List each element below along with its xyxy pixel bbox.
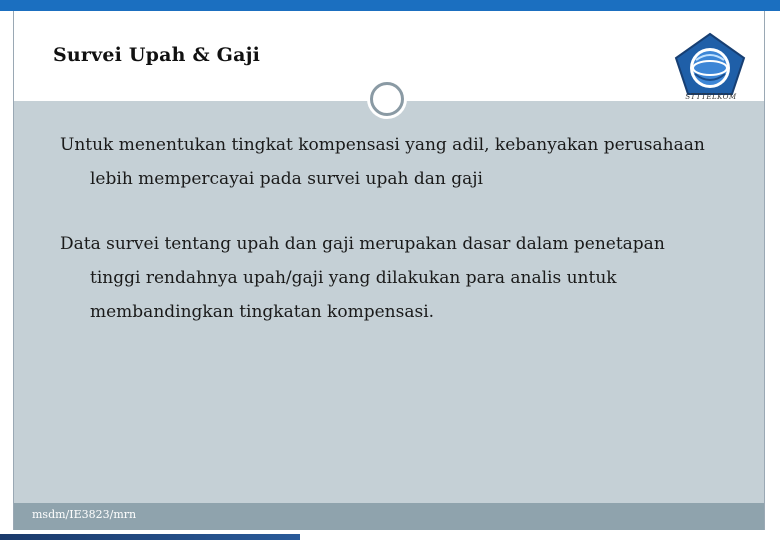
footer-text: msdm/IE3823/mrn: [32, 508, 137, 521]
paragraph-1: [60, 128, 750, 196]
paragraph-2-line-3: membandingkan tingkatan kompensasi.: [90, 302, 435, 322]
paragraph-2-line-1: Data survei tentang upah dan gaji merupakan dasar dalam penetapan: [60, 234, 665, 254]
bottom-accent-bar: [0, 534, 300, 540]
paragraph-1-line-1: Untuk menentukan tingkat kompensasi yang adil, kebanyakan perusahaan: [60, 135, 705, 155]
top-accent-bar: [0, 0, 780, 11]
paragraph-2-line-2: tinggi rendahnya upah/gaji yang dilakukan para analis untuk: [90, 268, 617, 288]
paragraph-2: [60, 227, 750, 329]
slide-title: Survei Upah & Gaji: [53, 44, 261, 66]
logo-text: STTTELKOM: [685, 93, 737, 101]
circle-ring-icon: [370, 82, 404, 116]
paragraph-1-line-2: lebih mempercayai pada survei upah dan gaji: [90, 169, 483, 189]
globe-pentagon-logo-icon: [670, 30, 750, 102]
